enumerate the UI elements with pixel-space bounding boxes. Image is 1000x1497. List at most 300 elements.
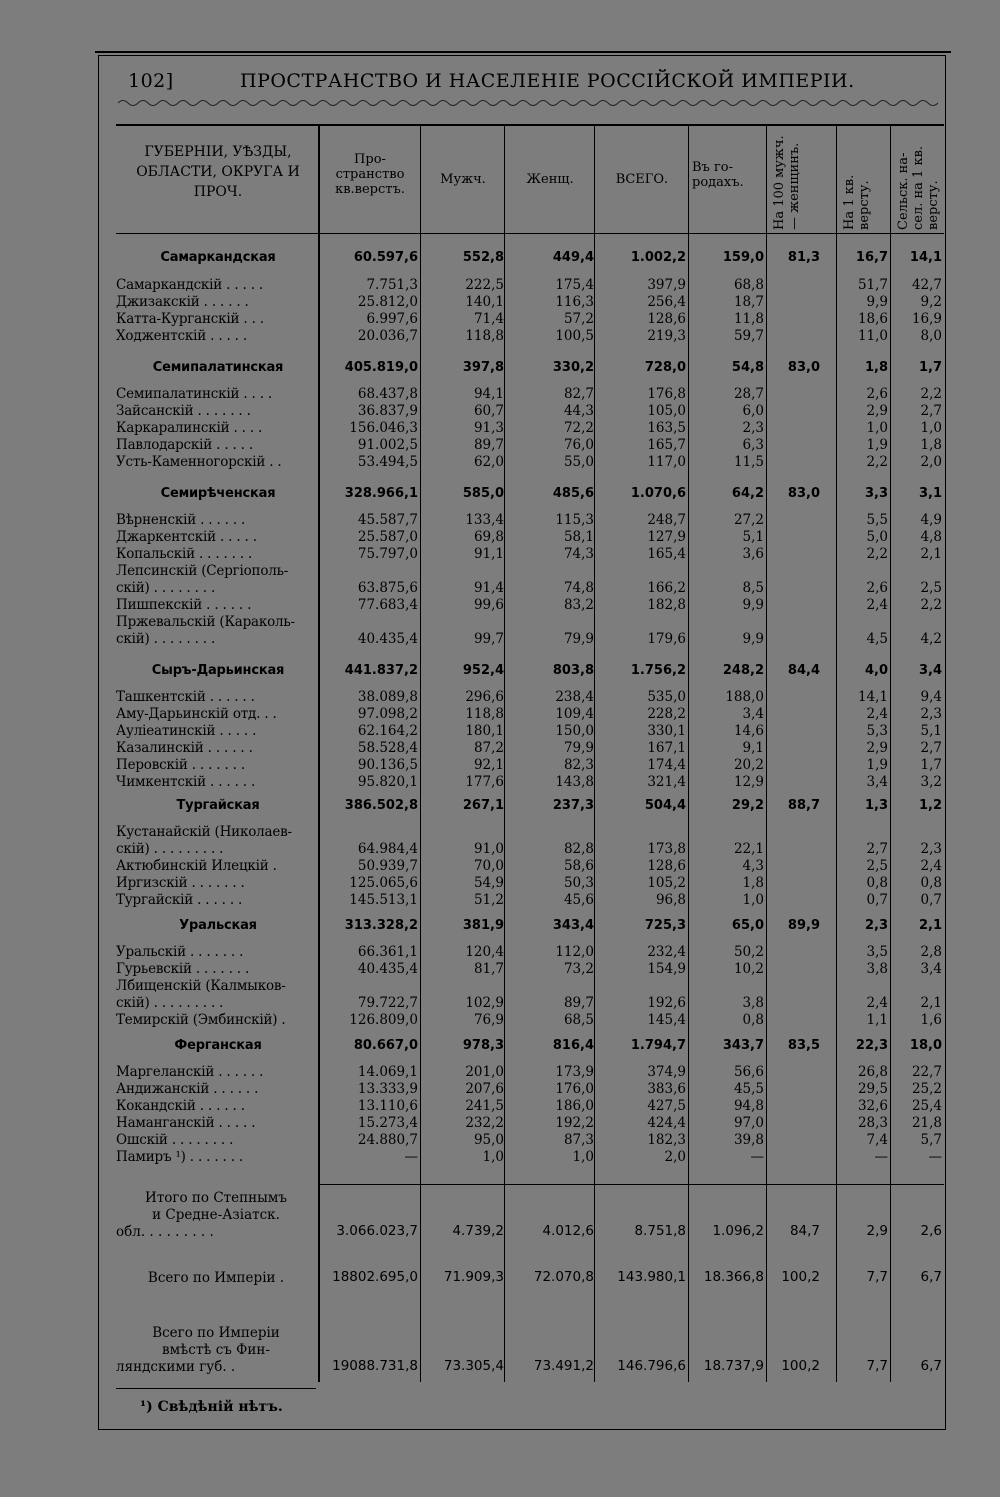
cell-density: 29,5: [857, 1081, 888, 1097]
total-name-line: обл. . . . . . . . .: [116, 1224, 214, 1240]
cell-male: 91,3: [473, 420, 504, 436]
cell-female: 116,3: [555, 294, 594, 310]
row-name: Вѣрненскій . . . . . .: [116, 512, 246, 528]
cell-towns: 65,0: [731, 918, 764, 933]
column-header-total: ВСЕГО.: [615, 172, 669, 187]
cell-rural: —: [928, 1149, 942, 1165]
footnote: ¹) Свѣдѣній нѣтъ.: [140, 1399, 283, 1415]
cell-area: 386.502,8: [344, 798, 418, 813]
row-name: скій) . . . . . . . .: [116, 631, 216, 647]
cell-density: 5,5: [866, 512, 888, 528]
row-name: Джизакскій . . . . . .: [116, 294, 249, 310]
cell-area: 45.587,7: [357, 512, 418, 528]
cell-total: 182,3: [647, 1132, 686, 1148]
cell-female: 485,6: [552, 486, 594, 501]
cell-density: 9,9: [866, 294, 888, 310]
cell-female: 45,6: [563, 892, 594, 908]
cell-female: 100,5: [555, 328, 594, 344]
cell-ratio: 84,7: [789, 1223, 820, 1239]
cell-area: 13.110,6: [357, 1098, 418, 1114]
cell-rural: 1,0: [920, 420, 942, 436]
row-name: Усть-Каменногорскій . .: [116, 454, 282, 470]
cell-rural: 16,9: [911, 311, 942, 327]
row-name: Сыръ-Дарьинская: [151, 663, 285, 678]
cell-total: 127,9: [647, 529, 686, 545]
cell-total: 105,0: [647, 403, 686, 419]
cell-density: 7,7: [866, 1358, 888, 1374]
row-name: Казалинскій . . . . . .: [116, 740, 253, 756]
cell-rural: 5,7: [920, 1132, 942, 1148]
cell-total: 330,1: [647, 723, 686, 739]
cell-ratio: 84,4: [787, 663, 820, 678]
cell-towns: 29,2: [731, 798, 764, 813]
cell-female: 89,7: [563, 995, 594, 1011]
cell-male: 91,4: [473, 580, 504, 596]
cell-towns: 27,2: [733, 512, 764, 528]
cell-female: 803,8: [552, 663, 594, 678]
cell-total: 8.751,8: [634, 1223, 686, 1239]
cell-area: 63.875,6: [357, 580, 418, 596]
cell-towns: 10,2: [733, 961, 764, 977]
cell-rural: 4,9: [920, 512, 942, 528]
cell-male: 201,0: [465, 1064, 504, 1080]
total-name-line: вмѣстѣ съ Фин-: [162, 1342, 270, 1358]
table-row: [0, 1012, 1000, 1031]
cell-area: 328.966,1: [344, 486, 418, 501]
cell-rural: 21,8: [911, 1115, 942, 1131]
cell-density: 1,9: [866, 437, 888, 453]
cell-density: 3,3: [864, 486, 888, 501]
cell-total: 166,2: [647, 580, 686, 596]
cell-male: 91,0: [473, 841, 504, 857]
cell-area: 97.098,2: [357, 706, 418, 722]
table-row-province: [0, 918, 1000, 937]
cell-total: 182,8: [647, 597, 686, 613]
cell-towns: 343,7: [722, 1038, 764, 1053]
cell-total: 535,0: [647, 689, 686, 705]
cell-area: 441.837,2: [344, 663, 418, 678]
row-name: Пржевальскій (Караколь-: [116, 614, 295, 630]
cell-rural: 3,2: [920, 774, 942, 790]
cell-area: 58.528,4: [357, 740, 418, 756]
cell-total: 167,1: [647, 740, 686, 756]
table-row-province: [0, 250, 1000, 269]
cell-rural: 25,4: [911, 1098, 942, 1114]
cell-area: 20.036,7: [357, 328, 418, 344]
cell-rural: 1,7: [918, 360, 942, 375]
cell-rural: 2,2: [920, 386, 942, 402]
cell-rural: 1,2: [918, 798, 942, 813]
cell-male: 73.305,4: [443, 1358, 504, 1374]
table-bottom-rule: [116, 1388, 316, 1389]
table-row-province: [0, 798, 1000, 817]
cell-total: 96,8: [655, 892, 686, 908]
row-name: Самаркандская: [160, 250, 276, 265]
cell-ratio: 83,0: [787, 360, 820, 375]
cell-ratio: 83,0: [787, 486, 820, 501]
row-name: Чимкентскій . . . . . .: [116, 774, 256, 790]
cell-towns: 56,6: [733, 1064, 764, 1080]
cell-towns: 3,8: [742, 995, 764, 1011]
cell-towns: 0,8: [742, 1012, 764, 1028]
table-row: [0, 1149, 1000, 1168]
cell-density: 11,0: [857, 328, 888, 344]
cell-male: 177,6: [465, 774, 504, 790]
cell-density: 2,4: [866, 995, 888, 1011]
table-row-total: [0, 1269, 1000, 1288]
total-name-line: и Средне-Азіатск.: [152, 1207, 280, 1223]
table-row-province: [0, 663, 1000, 682]
cell-female: 74,3: [563, 546, 594, 562]
cell-rural: 9,2: [920, 294, 942, 310]
cell-towns: 18.737,9: [703, 1358, 764, 1374]
cell-area: 25.587,0: [357, 529, 418, 545]
column-header-area: Про-странство кв.верстъ.: [335, 152, 405, 197]
cell-female: 175,4: [555, 277, 594, 293]
cell-total: 374,9: [647, 1064, 686, 1080]
cell-density: 18,6: [857, 311, 888, 327]
total-name-line: Всего по Имперіи .: [147, 1270, 285, 1286]
cell-male: 54,9: [473, 875, 504, 891]
cell-female: 79,9: [563, 740, 594, 756]
cell-female: 87,3: [563, 1132, 594, 1148]
cell-female: 449,4: [552, 250, 594, 265]
cell-total: 154,9: [647, 961, 686, 977]
cell-towns: 59,7: [733, 328, 764, 344]
cell-total: 117,0: [647, 454, 686, 470]
cell-female: 58,1: [563, 529, 594, 545]
cell-ratio: 81,3: [787, 250, 820, 265]
cell-rural: 14,1: [909, 250, 942, 265]
cell-ratio: 83,5: [787, 1038, 820, 1053]
table-row-province: [0, 360, 1000, 379]
cell-density: 2,4: [866, 597, 888, 613]
table-row-total: [0, 1223, 1000, 1242]
cell-total: 173,8: [647, 841, 686, 857]
cell-female: 186,0: [555, 1098, 594, 1114]
table-row: [0, 328, 1000, 347]
cell-density: 1,3: [864, 798, 888, 813]
cell-male: 381,9: [462, 918, 504, 933]
cell-density: 7,7: [866, 1269, 888, 1285]
cell-ratio: 89,9: [787, 918, 820, 933]
cell-density: 22,3: [855, 1038, 888, 1053]
cell-towns: 11,8: [733, 311, 764, 327]
row-name: скій) . . . . . . . . .: [116, 841, 224, 857]
cell-rural: 2,6: [920, 1223, 942, 1239]
cell-female: 237,3: [552, 798, 594, 813]
cell-female: 76,0: [563, 437, 594, 453]
cell-rural: 3,4: [918, 663, 942, 678]
row-name: Перовскій . . . . . . .: [116, 757, 245, 773]
cell-total: 725,3: [644, 918, 686, 933]
cell-area: 62.164,2: [357, 723, 418, 739]
cell-density: 16,7: [855, 250, 888, 265]
cell-area: 40.435,4: [357, 631, 418, 647]
running-title: ПРОСТРАНСТВО И НАСЕЛЕНІЕ РОССІЙСКОЙ ИМПЕРІИ.: [240, 70, 855, 92]
row-name: Зайсанскій . . . . . . .: [116, 403, 251, 419]
cell-towns: —: [750, 1149, 764, 1165]
column-header-name: ГУБЕРНІИ, УѢЗДЫ, ОБЛАСТИ, ОКРУГА И ПРОЧ.: [136, 144, 300, 200]
cell-towns: 68,8: [733, 277, 764, 293]
cell-area: 80.667,0: [353, 1038, 418, 1053]
cell-towns: 5,1: [742, 529, 764, 545]
cell-rural: 2,2: [920, 597, 942, 613]
cell-total: 248,7: [647, 512, 686, 528]
cell-rural: 2,1: [920, 995, 942, 1011]
cell-male: 70,0: [473, 858, 504, 874]
cell-towns: 1.096,2: [712, 1223, 764, 1239]
table-row: [0, 892, 1000, 911]
cell-towns: 14,6: [733, 723, 764, 739]
cell-density: 0,8: [866, 875, 888, 891]
cell-total: 424,4: [647, 1115, 686, 1131]
cell-total: 165,7: [647, 437, 686, 453]
cell-rural: 42,7: [911, 277, 942, 293]
decorative-rule: [118, 98, 938, 108]
cell-total: 219,3: [647, 328, 686, 344]
cell-rural: 0,8: [920, 875, 942, 891]
cell-area: 40.435,4: [357, 961, 418, 977]
cell-female: 82,7: [563, 386, 594, 402]
cell-towns: 8,5: [742, 580, 764, 596]
row-name: Уральская: [179, 918, 257, 933]
cell-area: 15.273,4: [357, 1115, 418, 1131]
cell-rural: 22,7: [911, 1064, 942, 1080]
cell-total: 383,6: [647, 1081, 686, 1097]
cell-density: 2,9: [866, 1223, 888, 1239]
cell-density: 7,4: [866, 1132, 888, 1148]
cell-area: 90.136,5: [357, 757, 418, 773]
cell-rural: 6,7: [920, 1358, 942, 1374]
cell-rural: 1,7: [920, 757, 942, 773]
row-name: Ферганская: [174, 1038, 262, 1053]
cell-area: 7.751,3: [366, 277, 418, 293]
cell-total: 146.796,6: [617, 1358, 686, 1374]
cell-total: 174,4: [647, 757, 686, 773]
cell-total: 192,6: [647, 995, 686, 1011]
cell-male: 118,8: [465, 706, 504, 722]
cell-rural: 9,4: [920, 689, 942, 705]
cell-area: 64.984,4: [357, 841, 418, 857]
page-number: 102]: [128, 70, 174, 92]
table-row: [0, 774, 1000, 793]
cell-towns: 18.366,8: [703, 1269, 764, 1285]
row-name: Кокандскій . . . . . .: [116, 1098, 245, 1114]
row-name: Ошскій . . . . . . . .: [116, 1132, 234, 1148]
cell-density: 2,9: [866, 740, 888, 756]
cell-density: 1,8: [864, 360, 888, 375]
cell-towns: 1,0: [742, 892, 764, 908]
cell-density: 4,5: [866, 631, 888, 647]
table-row: [0, 631, 1000, 650]
cell-area: 156.046,3: [349, 420, 418, 436]
table-row: [0, 454, 1000, 473]
cell-area: 313.328,2: [344, 918, 418, 933]
table-top-rule: [116, 124, 944, 126]
cell-towns: 11,5: [733, 454, 764, 470]
cell-area: 53.494,5: [357, 454, 418, 470]
column-header-density: На 1 кв. версту.: [842, 174, 872, 230]
cell-total: 232,4: [647, 944, 686, 960]
cell-male: 99,7: [473, 631, 504, 647]
cell-total: 1.002,2: [630, 250, 686, 265]
cell-area: 60.597,6: [353, 250, 418, 265]
cell-density: 2,4: [866, 706, 888, 722]
cell-total: 397,9: [647, 277, 686, 293]
cell-density: 2,6: [866, 386, 888, 402]
header-bottom-rule: [116, 233, 944, 234]
cell-towns: 54,8: [731, 360, 764, 375]
cell-density: 3,4: [866, 774, 888, 790]
cell-total: 427,5: [647, 1098, 686, 1114]
row-name: Памиръ ¹) . . . . . . .: [116, 1149, 243, 1165]
cell-female: 330,2: [552, 360, 594, 375]
cell-area: 95.820,1: [357, 774, 418, 790]
cell-towns: 159,0: [722, 250, 764, 265]
cell-rural: 2,7: [920, 403, 942, 419]
cell-rural: 4,2: [920, 631, 942, 647]
cell-rural: 1,6: [920, 1012, 942, 1028]
row-name: Семирѣченская: [160, 486, 276, 501]
column-header-rural: Сельск. на-сел. на 1 кв. версту.: [896, 145, 941, 230]
cell-male: 552,8: [462, 250, 504, 265]
cell-towns: 12,9: [733, 774, 764, 790]
cell-area: 6.997,6: [366, 311, 418, 327]
cell-male: 51,2: [473, 892, 504, 908]
cell-female: 50,3: [563, 875, 594, 891]
total-name-line: ляндскими губ. .: [116, 1359, 236, 1375]
cell-male: 95,0: [473, 1132, 504, 1148]
column-header-male: Мужч.: [440, 172, 486, 187]
cell-male: 60,7: [473, 403, 504, 419]
cell-female: 176,0: [555, 1081, 594, 1097]
row-name: Маргеланскій . . . . . .: [116, 1064, 264, 1080]
row-name: скій) . . . . . . . .: [116, 580, 216, 596]
cell-female: 68,5: [563, 1012, 594, 1028]
cell-total: 165,4: [647, 546, 686, 562]
cell-area: 3.066.023,7: [336, 1223, 418, 1239]
cell-male: 241,5: [465, 1098, 504, 1114]
cell-density: 0,7: [866, 892, 888, 908]
cell-density: 4,0: [864, 663, 888, 678]
cell-towns: 9,9: [742, 597, 764, 613]
cell-density: 2,5: [866, 858, 888, 874]
cell-rural: 3,1: [918, 486, 942, 501]
cell-total: 728,0: [644, 360, 686, 375]
cell-male: 102,9: [465, 995, 504, 1011]
cell-female: 82,8: [563, 841, 594, 857]
cell-male: 1,0: [482, 1149, 504, 1165]
cell-female: 238,4: [555, 689, 594, 705]
cell-area: 38.089,8: [357, 689, 418, 705]
table-row-province: [0, 1038, 1000, 1057]
row-name: Самаркандскій . . . . .: [116, 277, 263, 293]
cell-male: 69,8: [473, 529, 504, 545]
row-name: Гурьевскій . . . . . . .: [116, 961, 250, 977]
row-name: Кустанайскій (Николаев-: [116, 824, 292, 840]
row-name: Ташкентскій . . . . . .: [116, 689, 255, 705]
cell-towns: 28,7: [733, 386, 764, 402]
cell-towns: 248,2: [722, 663, 764, 678]
row-name: Лепсинскій (Сергіополь-: [116, 563, 289, 579]
cell-rural: 2,0: [920, 454, 942, 470]
cell-area: 24.880,7: [357, 1132, 418, 1148]
cell-density: 51,7: [857, 277, 888, 293]
table-row-total: [0, 1358, 1000, 1377]
cell-total: 504,4: [644, 798, 686, 813]
cell-female: 109,4: [555, 706, 594, 722]
cell-area: 14.069,1: [357, 1064, 418, 1080]
cell-rural: 2,7: [920, 740, 942, 756]
cell-towns: 94,8: [733, 1098, 764, 1114]
row-name: Копальскій . . . . . . .: [116, 546, 253, 562]
cell-area: 50.939,7: [357, 858, 418, 874]
cell-male: 207,6: [465, 1081, 504, 1097]
row-name: Катта-Курганскій . . .: [116, 311, 264, 327]
cell-total: 143.980,1: [617, 1269, 686, 1285]
cell-male: 89,7: [473, 437, 504, 453]
cell-female: 72,2: [563, 420, 594, 436]
cell-female: 816,4: [552, 1038, 594, 1053]
cell-towns: 45,5: [733, 1081, 764, 1097]
cell-male: 92,1: [473, 757, 504, 773]
row-name: Наманганскій . . . . .: [116, 1115, 256, 1131]
cell-rural: 2,5: [920, 580, 942, 596]
cell-female: 4.012,6: [542, 1223, 594, 1239]
cell-male: 133,4: [465, 512, 504, 528]
cell-density: 26,8: [857, 1064, 888, 1080]
row-name: Ходжентскій . . . . .: [116, 328, 247, 344]
cell-towns: 64,2: [731, 486, 764, 501]
cell-area: 91.002,5: [357, 437, 418, 453]
cell-area: —: [404, 1149, 418, 1165]
cell-male: 267,1: [462, 798, 504, 813]
cell-towns: 18,7: [733, 294, 764, 310]
cell-total: 321,4: [647, 774, 686, 790]
row-name: Иргизскій . . . . . . .: [116, 875, 245, 891]
cell-male: 87,2: [473, 740, 504, 756]
cell-density: 28,3: [857, 1115, 888, 1131]
table-row-province: [0, 486, 1000, 505]
cell-rural: 3,4: [920, 961, 942, 977]
cell-total: 256,4: [647, 294, 686, 310]
cell-area: 36.837,9: [357, 403, 418, 419]
cell-male: 222,5: [465, 277, 504, 293]
cell-female: 55,0: [563, 454, 594, 470]
cell-density: 2,9: [866, 403, 888, 419]
cell-total: 105,2: [647, 875, 686, 891]
column-header-towns: Въ го-родахъ.: [692, 160, 744, 190]
cell-female: 58,6: [563, 858, 594, 874]
cell-area: 405.819,0: [344, 360, 418, 375]
cell-area: 18802.695,0: [332, 1269, 418, 1285]
column-header-female: Женщ.: [526, 172, 574, 187]
cell-female: 44,3: [563, 403, 594, 419]
cell-female: 83,2: [563, 597, 594, 613]
row-name: Темирскій (Эмбинскій) .: [116, 1012, 286, 1028]
cell-rural: 6,7: [920, 1269, 942, 1285]
cell-rural: 5,1: [920, 723, 942, 739]
cell-rural: 25,2: [911, 1081, 942, 1097]
row-name: Каркаралинскій . . . .: [116, 420, 263, 436]
cell-ratio: 100,2: [781, 1269, 820, 1285]
row-name: Семипалатинскій . . . .: [116, 386, 272, 402]
cell-total: 2,0: [664, 1149, 686, 1165]
cell-female: 1,0: [572, 1149, 594, 1165]
cell-male: 585,0: [462, 486, 504, 501]
cell-male: 180,1: [465, 723, 504, 739]
